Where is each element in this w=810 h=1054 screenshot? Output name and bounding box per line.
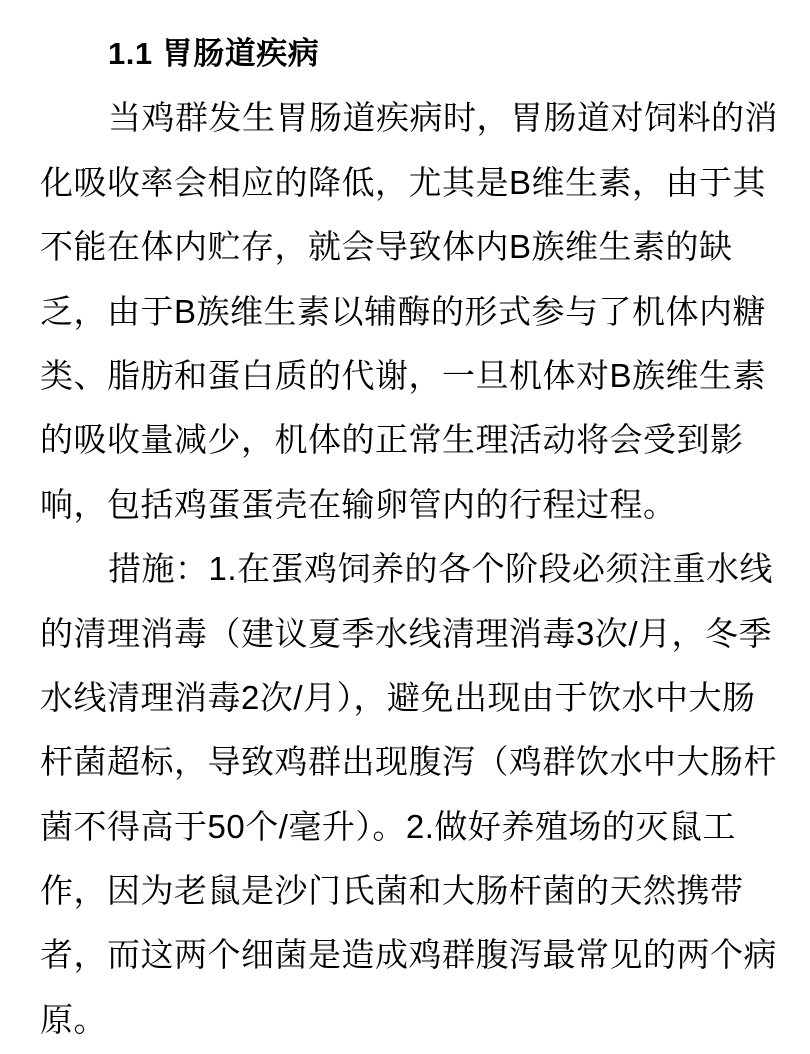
paragraph2-line-4: 杆菌超标，导致鸡群出现腹泻（鸡群饮水中大肠杆	[40, 743, 777, 781]
paragraph2-line-3: 水线清理消毒2次/月），避免出现由于饮水中大肠	[40, 678, 756, 716]
paragraph1-line-6: 的吸收量减少，机体的正常生理活动将会受到影	[40, 421, 744, 459]
paragraph2-line-2: 的清理消毒（建议夏季水线清理消毒3次/月，冬季	[40, 614, 773, 652]
paragraph1-line-7: 响，包括鸡蛋蛋壳在输卵管内的行程过程。	[40, 485, 677, 523]
paragraph2-line-7: 者，而这两个细菌是造成鸡群腹泻最常见的两个病	[40, 936, 777, 974]
paragraph1-line-4: 乏，由于B族维生素以辅酶的形式参与了机体内糖	[40, 292, 767, 330]
paragraph1-line-2: 化吸收率会相应的降低，尤其是B维生素，由于其	[40, 163, 767, 201]
paragraph2-line-5: 菌不得高于50个/毫升）。2.做好养殖场的灭鼠工	[40, 807, 736, 845]
paragraph2-line-6: 作，因为老鼠是沙门氏菌和大肠杆菌的天然携带	[40, 872, 744, 910]
paragraph2-line-1: 措施：1.在蛋鸡饲养的各个阶段必须注重水线	[108, 550, 774, 588]
paragraph1-line-5: 类、脂肪和蛋白质的代谢，一旦机体对B族维生素	[40, 356, 767, 394]
section-heading: 1.1 胃肠道疾病	[108, 36, 320, 71]
paragraph1-line-1: 当鸡群发生胃肠道疾病时，胃肠道对饲料的消	[108, 99, 778, 137]
paragraph1-line-3: 不能在体内贮存，就会导致体内B族维生素的缺	[40, 228, 733, 266]
paragraph2-line-8: 原。	[40, 1000, 107, 1038]
